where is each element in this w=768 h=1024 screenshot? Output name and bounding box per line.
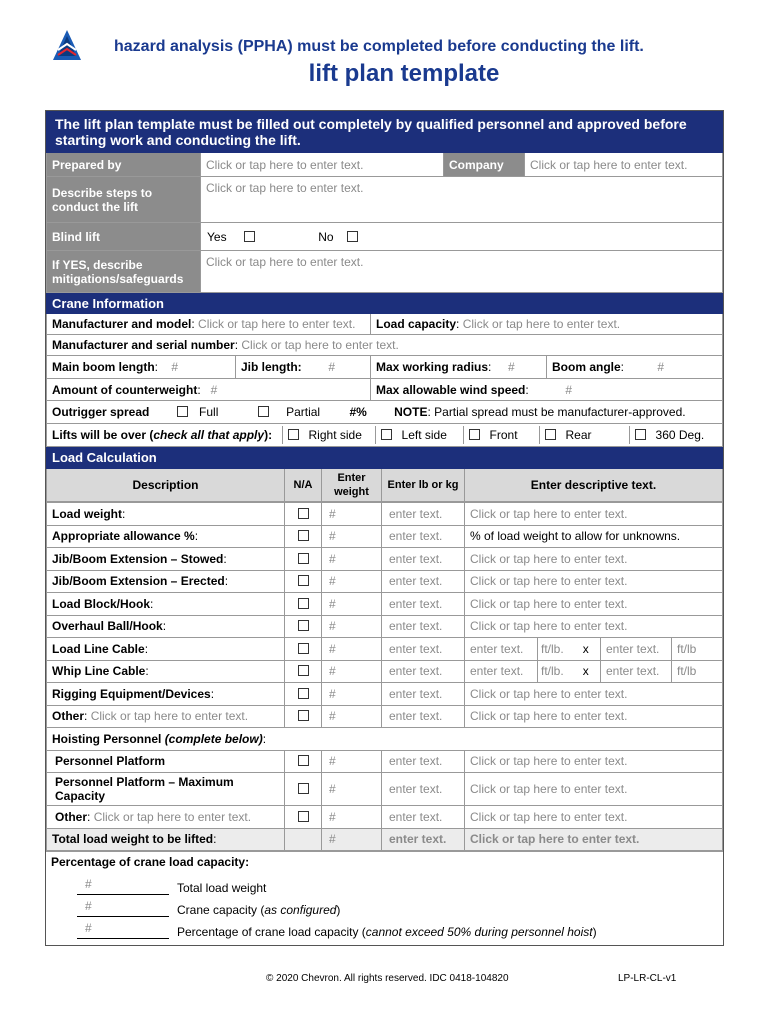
load-row xyxy=(47,705,723,728)
yes-label: Yes xyxy=(207,229,227,244)
load-calc-heading: Load Calculation xyxy=(47,448,723,469)
na-checkbox[interactable] xyxy=(298,755,309,766)
col-weight: Enter weight xyxy=(322,469,382,502)
na-checkbox[interactable] xyxy=(298,688,309,699)
row-6-len[interactable]: enter text. xyxy=(465,638,538,661)
lifts-over-label: Lifts will be over (check all that apply): xyxy=(47,426,282,444)
row-7-unit[interactable]: enter text. xyxy=(382,660,465,683)
total-weight-field[interactable]: # xyxy=(77,875,169,895)
row-7-wt[interactable]: enter text. xyxy=(601,660,672,683)
partial-label: Partial xyxy=(286,405,321,419)
note: NOTE: Partial spread must be manufacturer-approved. xyxy=(394,405,686,419)
col-na: N/A xyxy=(285,469,322,502)
load-calc-table xyxy=(46,447,723,502)
row-2-na[interactable] xyxy=(285,548,322,571)
max-radius-cell[interactable]: Max working radius: # xyxy=(371,356,547,379)
load-row xyxy=(47,828,723,851)
row-11-weight[interactable]: # xyxy=(322,750,382,773)
row-6-ftlb-b: ft/lb xyxy=(672,638,723,661)
hoisting-personnel: Hoisting Personnel (complete below): xyxy=(47,728,723,751)
total-weight-row xyxy=(51,873,718,895)
load-row xyxy=(47,548,723,571)
row-7-ftlb-a: ft/lb. xyxy=(538,660,572,683)
prepared-by-field[interactable]: Click or tap here to enter text. xyxy=(201,153,444,177)
general-info-table xyxy=(46,111,723,293)
row-4-unit[interactable]: enter text. xyxy=(382,593,465,616)
row-12-text[interactable]: Click or tap here to enter text. xyxy=(465,773,723,806)
row-6-desc: Load Line Cable: xyxy=(47,638,285,661)
row-13-text[interactable]: Click or tap here to enter text. xyxy=(465,806,723,829)
mitigations-label: If YES, describe mitigations/safeguards xyxy=(47,251,201,293)
load-row xyxy=(47,728,723,751)
load-capacity-cell[interactable]: Load capacity: Click or tap here to enter text. xyxy=(371,314,723,335)
blind-lift-options xyxy=(201,223,723,251)
jib-length-cell[interactable]: Jib length: # xyxy=(236,356,371,379)
row-7-ftlb-b: ft/lb xyxy=(672,660,723,683)
copyright: © 2020 Chevron. All rights reserved. IDC 0418-104820 xyxy=(266,973,509,984)
load-row xyxy=(47,570,723,593)
row-5-unit[interactable]: enter text. xyxy=(382,615,465,638)
row-6-unit[interactable]: enter text. xyxy=(382,638,465,661)
row-1-unit[interactable]: enter text. xyxy=(382,525,465,548)
row-0-unit[interactable]: enter text. xyxy=(382,503,465,526)
row-7-len[interactable]: enter text. xyxy=(465,660,538,683)
row-12-desc: Personnel Platform – Maximum Capacity xyxy=(47,773,285,806)
row-9-unit[interactable]: enter text. xyxy=(382,705,465,728)
row-8-text[interactable]: Click or tap here to enter text. xyxy=(465,683,723,706)
row-0-na[interactable] xyxy=(285,503,322,526)
doc-code: LP-LR-CL-v1 xyxy=(618,973,677,984)
na-checkbox[interactable] xyxy=(298,598,309,609)
boom-angle-cell[interactable]: Boom angle: # xyxy=(547,356,723,379)
full-label: Full xyxy=(199,405,219,419)
na-checkbox[interactable] xyxy=(298,643,309,654)
col-description: Description xyxy=(47,469,285,502)
counterweight-cell[interactable]: Amount of counterweight: # xyxy=(47,379,371,401)
row-5-na[interactable] xyxy=(285,615,322,638)
load-row xyxy=(47,683,723,706)
header-subtitle: hazard analysis (PPHA) must be completed before conducting the lift. xyxy=(114,38,644,55)
lift-plan-form xyxy=(45,110,724,946)
pct-field[interactable]: #% xyxy=(349,405,367,419)
row-2-unit[interactable]: enter text. xyxy=(382,548,465,571)
prepared-by-label: Prepared by xyxy=(47,153,201,177)
full-checkbox[interactable] xyxy=(177,406,188,417)
steps-label: Describe steps to conduct the lift xyxy=(47,177,201,223)
na-checkbox[interactable] xyxy=(298,553,309,564)
load-row xyxy=(47,773,723,806)
row-2-weight[interactable]: # xyxy=(322,548,382,571)
row-14-desc: Total load weight to be lifted: xyxy=(47,828,285,851)
row-0-weight[interactable]: # xyxy=(322,503,382,526)
load-row xyxy=(47,660,723,683)
pct-capacity-field[interactable]: # xyxy=(77,919,169,939)
company-field[interactable]: Click or tap here to enter text. xyxy=(525,153,723,177)
no-checkbox[interactable] xyxy=(347,231,358,242)
row-9-na[interactable] xyxy=(285,705,322,728)
row-7-x: x xyxy=(572,660,601,683)
load-row xyxy=(47,525,723,548)
row-9-desc[interactable]: Other: Click or tap here to enter text. xyxy=(47,705,285,728)
row-14-unit[interactable]: enter text. xyxy=(382,828,465,851)
row-8-weight[interactable]: # xyxy=(322,683,382,706)
blind-lift-label: Blind lift xyxy=(47,223,201,251)
mitigations-field[interactable]: Click or tap here to enter text. xyxy=(201,251,723,293)
front-option[interactable]: Front xyxy=(463,426,539,444)
na-checkbox[interactable] xyxy=(298,811,309,822)
no-label: No xyxy=(318,229,334,244)
row-14-na xyxy=(285,828,322,851)
right-side-option[interactable]: Right side xyxy=(282,426,375,444)
steps-field[interactable]: Click or tap here to enter text. xyxy=(201,177,723,223)
row-8-na[interactable] xyxy=(285,683,322,706)
row-7-desc: Whip Line Cable: xyxy=(47,660,285,683)
row-13-na[interactable] xyxy=(285,806,322,829)
manufacturer-model-cell[interactable]: Manufacturer and model: Click or tap here to enter text. xyxy=(47,314,371,335)
na-checkbox[interactable] xyxy=(298,620,309,631)
row-8-unit[interactable]: enter text. xyxy=(382,683,465,706)
outrigger-label: Outrigger spread xyxy=(52,405,150,419)
row-5-weight[interactable]: # xyxy=(322,615,382,638)
row-4-text[interactable]: Click or tap here to enter text. xyxy=(465,593,723,616)
load-row xyxy=(47,593,723,616)
row-9-text[interactable]: Click or tap here to enter text. xyxy=(465,705,723,728)
row-5-desc: Overhaul Ball/Hook: xyxy=(47,615,285,638)
row-5-text[interactable]: Click or tap here to enter text. xyxy=(465,615,723,638)
load-row xyxy=(47,806,723,829)
na-checkbox[interactable] xyxy=(298,575,309,586)
row-4-desc: Load Block/Hook: xyxy=(47,593,285,616)
row-4-na[interactable] xyxy=(285,593,322,616)
row-3-weight[interactable]: # xyxy=(322,570,382,593)
360-deg-option[interactable]: 360 Deg. xyxy=(629,426,722,444)
row-6-na[interactable] xyxy=(285,638,322,661)
crane-info-table xyxy=(46,293,723,447)
row-12-weight[interactable]: # xyxy=(322,773,382,806)
row-11-unit[interactable]: enter text. xyxy=(382,750,465,773)
row-12-na[interactable] xyxy=(285,773,322,806)
na-checkbox[interactable] xyxy=(298,530,309,541)
total-weight-label: Total load weight xyxy=(177,881,267,895)
crane-capacity-label: Crane capacity (as configured) xyxy=(177,903,341,917)
row-7-na[interactable] xyxy=(285,660,322,683)
load-rows-table xyxy=(46,502,723,851)
row-6-weight[interactable]: # xyxy=(322,638,382,661)
row-0-desc: Load weight: xyxy=(47,503,285,526)
row-2-text[interactable]: Click or tap here to enter text. xyxy=(465,548,723,571)
row-11-desc: Personnel Platform xyxy=(47,750,285,773)
manufacturer-serial-cell[interactable]: Manufacturer and serial number: Click or tap here to enter text. xyxy=(47,335,723,356)
row-1-weight[interactable]: # xyxy=(322,525,382,548)
rear-option[interactable]: Rear xyxy=(539,426,629,444)
row-7-weight[interactable]: # xyxy=(322,660,382,683)
row-0-text[interactable]: Click or tap here to enter text. xyxy=(465,503,723,526)
row-13-unit[interactable]: enter text. xyxy=(382,806,465,829)
load-row xyxy=(47,615,723,638)
row-1-na[interactable] xyxy=(285,525,322,548)
main-boom-cell[interactable]: Main boom length: # xyxy=(47,356,236,379)
crane-capacity-row xyxy=(51,895,718,917)
row-3-na[interactable] xyxy=(285,570,322,593)
row-3-text[interactable]: Click or tap here to enter text. xyxy=(465,570,723,593)
col-unit: Enter lb or kg xyxy=(382,469,465,502)
yes-checkbox[interactable] xyxy=(244,231,255,242)
percentage-heading: Percentage of crane load capacity: xyxy=(51,855,250,869)
percentage-section xyxy=(46,851,723,945)
row-13-desc[interactable]: Other: Click or tap here to enter text. xyxy=(47,806,285,829)
na-checkbox[interactable] xyxy=(298,783,309,794)
pct-capacity-row xyxy=(51,917,718,939)
row-1-text: % of load weight to allow for unknowns. xyxy=(465,525,723,548)
pct-capacity-label: Percentage of crane load capacity (cannot exceed 50% during personnel hoist) xyxy=(177,925,597,939)
load-row xyxy=(47,638,723,661)
company-label: Company xyxy=(444,153,525,177)
na-checkbox[interactable] xyxy=(298,665,309,676)
row-3-desc: Jib/Boom Extension – Erected: xyxy=(47,570,285,593)
col-text: Enter descriptive text. xyxy=(465,469,723,502)
row-6-ftlb-a: ft/lb. xyxy=(538,638,572,661)
left-side-option[interactable]: Left side xyxy=(375,426,463,444)
na-checkbox[interactable] xyxy=(298,710,309,721)
intro-banner: The lift plan template must be filled out completely by qualified personnel and approved before starting work and conducting the lift. xyxy=(47,112,723,153)
row-13-weight[interactable]: # xyxy=(322,806,382,829)
row-11-text[interactable]: Click or tap here to enter text. xyxy=(465,750,723,773)
row-2-desc: Jib/Boom Extension – Stowed: xyxy=(47,548,285,571)
chevron-logo-icon xyxy=(50,28,84,62)
crane-info-heading: Crane Information xyxy=(47,294,723,314)
row-3-unit[interactable]: enter text. xyxy=(382,570,465,593)
load-row xyxy=(47,750,723,773)
row-14-weight[interactable]: # xyxy=(322,828,382,851)
row-8-desc: Rigging Equipment/Devices: xyxy=(47,683,285,706)
row-12-unit[interactable]: enter text. xyxy=(382,773,465,806)
wind-speed-cell[interactable]: Max allowable wind speed: # xyxy=(371,379,723,401)
row-11-na[interactable] xyxy=(285,750,322,773)
na-checkbox[interactable] xyxy=(298,508,309,519)
crane-capacity-field[interactable]: # xyxy=(77,897,169,917)
row-1-desc: Appropriate allowance %: xyxy=(47,525,285,548)
row-6-x: x xyxy=(572,638,601,661)
row-6-wt[interactable]: enter text. xyxy=(601,638,672,661)
outrigger-row xyxy=(47,401,723,424)
row-4-weight[interactable]: # xyxy=(322,593,382,616)
page-title: lift plan template xyxy=(308,60,500,87)
row-14-text[interactable]: Click or tap here to enter text. xyxy=(465,828,723,851)
row-9-weight[interactable]: # xyxy=(322,705,382,728)
lifts-over-row xyxy=(47,424,723,447)
partial-checkbox[interactable] xyxy=(258,406,269,417)
load-row xyxy=(47,503,723,526)
